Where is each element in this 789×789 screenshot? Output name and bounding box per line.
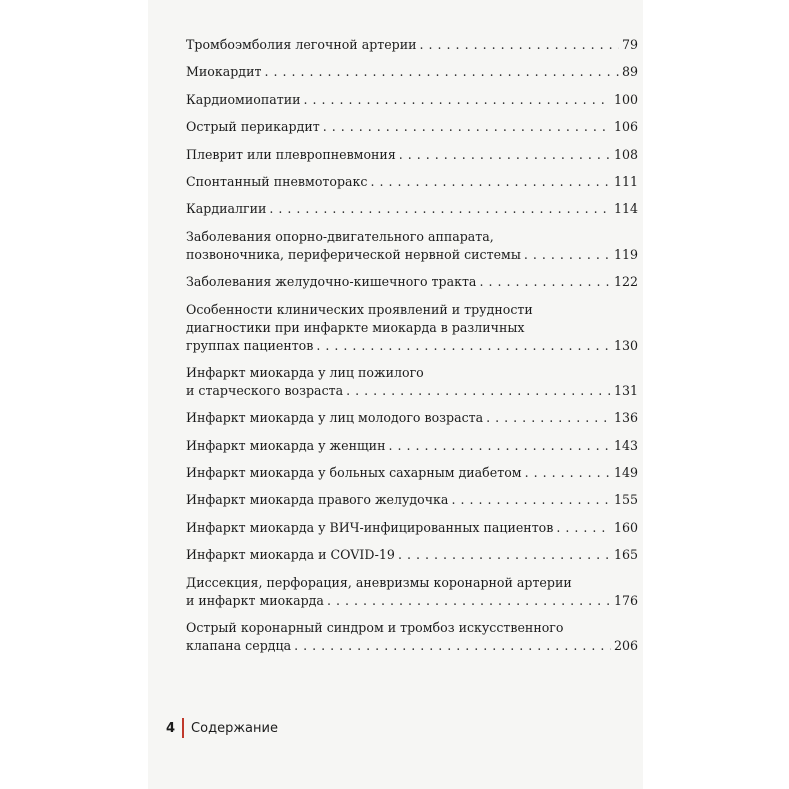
page-number: 4 xyxy=(166,720,176,736)
dot-leader xyxy=(451,491,611,509)
toc-entry xyxy=(186,519,638,537)
dot-leader xyxy=(264,63,619,81)
toc-entry-row xyxy=(186,63,638,81)
dot-leader xyxy=(327,592,611,610)
toc-entry-row xyxy=(186,173,638,191)
toc-entry-title-line: и старческого возраста xyxy=(186,382,344,398)
toc-entry-title-line: Инфаркт миокарда у больных сахарным диабетом xyxy=(186,465,522,481)
toc-entry xyxy=(186,36,638,54)
toc-entry-row xyxy=(186,382,638,400)
toc-entry-title-line: Инфаркт миокарда у ВИЧ-инфицированных пациентов xyxy=(186,519,554,535)
toc-entry xyxy=(186,437,638,455)
toc-entry-row xyxy=(186,273,638,291)
toc-entry-title-line: Заболевания желудочно-кишечного тракта xyxy=(186,274,477,290)
toc-entry-row xyxy=(186,637,638,655)
toc-entry-page-number: 143 xyxy=(613,437,638,453)
toc-entry-row xyxy=(186,491,638,509)
dot-leader xyxy=(398,546,611,564)
dot-leader xyxy=(346,382,611,400)
toc-entry-title-line: Плеврит или плевропневмония xyxy=(186,146,396,162)
dot-leader xyxy=(388,437,610,455)
toc-entry-title-line: Инфаркт миокарда и COVID-19 xyxy=(186,547,395,563)
dot-leader xyxy=(370,173,611,191)
toc-entry-title-line: Диссекция, перфорация, аневризмы коронарной артерии xyxy=(186,574,572,590)
toc-entry-title-line: Острый коронарный синдром и тромбоз искусственного xyxy=(186,620,564,636)
toc-entry-title-line: Миокардит xyxy=(186,64,262,80)
toc-entry-page-number: 108 xyxy=(613,146,638,162)
toc-entry-page-number: 206 xyxy=(613,638,638,654)
toc-entry-row xyxy=(186,409,638,427)
table-of-contents xyxy=(186,36,638,664)
page-footer xyxy=(166,717,278,739)
toc-entry-row xyxy=(186,91,638,109)
toc-entry-page-number: 79 xyxy=(621,37,638,52)
toc-entry-title-line: позвоночника, периферической нервной системы xyxy=(186,246,521,262)
toc-entry xyxy=(186,409,638,427)
toc-entry xyxy=(186,619,638,655)
toc-entry-title-line: Кардиомиопатии xyxy=(186,91,301,107)
toc-entry-title-line: Инфаркт миокарда у лиц молодого возраста xyxy=(186,410,484,426)
dot-leader xyxy=(479,273,611,291)
toc-entry-title-line: Особенности клинических проявлений и трудности xyxy=(186,301,533,317)
toc-entry-page-number: 100 xyxy=(613,91,638,107)
dot-leader xyxy=(399,146,611,164)
toc-entry xyxy=(186,228,638,264)
toc-entry-title-line: Острый перикардит xyxy=(186,119,320,135)
toc-entry xyxy=(186,63,638,81)
toc-entry-row xyxy=(186,437,638,455)
toc-entry-page-number: 155 xyxy=(613,492,638,508)
toc-entry-row xyxy=(186,246,638,264)
dot-leader xyxy=(294,637,611,655)
toc-entry-row xyxy=(186,592,638,610)
toc-entry-page-number: 131 xyxy=(613,382,638,398)
footer-divider xyxy=(182,718,184,738)
dot-leader xyxy=(269,200,611,218)
toc-entry-title-line: Спонтанный пневмоторакс xyxy=(186,173,368,189)
toc-entry-page-number: 111 xyxy=(613,173,638,189)
toc-entry-title-line: Тромбоэмболия легочной артерии xyxy=(186,37,417,52)
toc-entry-row xyxy=(186,118,638,136)
toc-entry-page-number: 176 xyxy=(613,592,638,608)
dot-leader xyxy=(420,36,619,54)
toc-entry-page-number: 136 xyxy=(613,410,638,426)
toc-entry-title-line: Кардиалгии xyxy=(186,201,267,217)
toc-entry-row xyxy=(186,200,638,218)
toc-entry-row xyxy=(186,337,638,355)
toc-entry xyxy=(186,146,638,164)
dot-leader xyxy=(323,118,611,136)
toc-entry-page-number: 114 xyxy=(613,201,638,217)
dot-leader xyxy=(303,91,610,109)
toc-entry xyxy=(186,173,638,191)
toc-entry xyxy=(186,364,638,400)
toc-entry xyxy=(186,546,638,564)
toc-entry-page-number: 106 xyxy=(613,119,638,135)
toc-entry-title-line: Инфаркт миокарда у лиц пожилого xyxy=(186,364,424,380)
section-title: Содержание xyxy=(191,720,278,736)
toc-entry-page-number: 149 xyxy=(613,465,638,481)
toc-entry-title-line: Заболевания опорно-двигательного аппарата, xyxy=(186,228,494,244)
toc-entry-page-number: 89 xyxy=(621,64,638,80)
toc-entry xyxy=(186,464,638,482)
toc-entry xyxy=(186,273,638,291)
toc-entry-page-number: 160 xyxy=(613,519,638,535)
toc-entry-page-number: 119 xyxy=(613,246,638,262)
toc-entry-row xyxy=(186,519,638,537)
toc-entry-row xyxy=(186,546,638,564)
dot-leader xyxy=(316,337,611,355)
toc-entry xyxy=(186,301,638,355)
toc-entry-page-number: 130 xyxy=(613,337,638,353)
toc-entry-title-line: Инфаркт миокарда правого желудочка xyxy=(186,492,449,508)
toc-entry-title-line: группах пациентов xyxy=(186,337,314,353)
toc-entry xyxy=(186,491,638,509)
dot-leader xyxy=(486,409,611,427)
toc-entry-title-line: и инфаркт миокарда xyxy=(186,592,324,608)
dot-leader xyxy=(525,464,611,482)
toc-entry-row xyxy=(186,146,638,164)
toc-entry xyxy=(186,91,638,109)
toc-entry xyxy=(186,200,638,218)
dot-leader xyxy=(524,246,611,264)
toc-entry-title-line: диагностики при инфаркте миокарда в различных xyxy=(186,319,525,335)
toc-entry-page-number: 165 xyxy=(613,547,638,563)
toc-entry xyxy=(186,574,638,610)
toc-entry-title-line: клапана сердца xyxy=(186,638,292,654)
toc-entry xyxy=(186,118,638,136)
toc-entry-title-line: Инфаркт миокарда у женщин xyxy=(186,437,386,453)
dot-leader xyxy=(556,519,611,537)
toc-entry-row xyxy=(186,464,638,482)
toc-entry-page-number: 122 xyxy=(613,274,638,290)
toc-entry-row xyxy=(186,36,638,54)
